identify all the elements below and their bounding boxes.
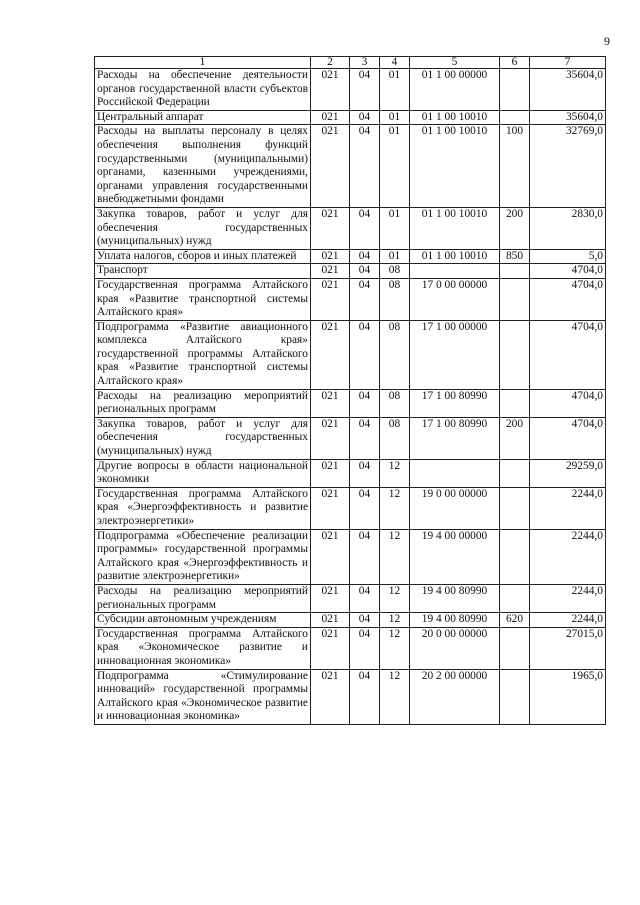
expense-name-cell: Субсидии автономным учреждениям [95,613,311,628]
admin-code-cell: 021 [311,278,350,320]
table-row [95,207,606,249]
table-row [95,125,606,208]
amount-cell: 2244,0 [530,487,606,529]
table-row [95,69,606,111]
admin-code-cell: 021 [311,584,350,612]
expense-type-cell [500,669,530,724]
amount-cell: 32769,0 [530,125,606,208]
expense-name-cell: Расходы на обеспечение деятельности органов государственной власти субъектов Российской Федерации [95,69,311,111]
header-row [95,57,606,69]
section-code-cell: 04 [350,613,380,628]
subsection-code-cell: 08 [380,278,410,320]
amount-cell: 4704,0 [530,264,606,279]
table-row [95,613,606,628]
expense-type-cell [500,584,530,612]
subsection-code-cell: 12 [380,613,410,628]
expense-name-cell: Государственная программа Алтайского края «Развитие транспортной системы Алтайского края» [95,278,311,320]
table-row [95,278,606,320]
table-row [95,627,606,669]
subsection-code-cell: 12 [380,487,410,529]
subsection-code-cell: 08 [380,320,410,389]
header-cell: 3 [350,57,380,69]
expense-name-cell: Подпрограмма «Стимулирование инноваций» государственной программы Алтайского края «Экономическое развитие и инновационная экономика» [95,669,311,724]
expense-type-cell: 850 [500,249,530,264]
expense-type-cell [500,529,530,584]
amount-cell: 4704,0 [530,278,606,320]
section-code-cell: 04 [350,110,380,125]
target-article-cell: 19 0 00 00000 [410,487,500,529]
header-cell: 1 [95,57,311,69]
table-row [95,417,606,459]
target-article-cell [410,459,500,487]
amount-cell: 4704,0 [530,320,606,389]
target-article-cell: 01 1 00 00000 [410,69,500,111]
expense-name-cell: Государственная программа Алтайского края «Экономическое развитие и инновационная экономика» [95,627,311,669]
expense-type-cell [500,264,530,279]
expense-type-cell [500,278,530,320]
amount-cell: 2244,0 [530,529,606,584]
table-row [95,389,606,417]
table-row [95,529,606,584]
table-row [95,110,606,125]
target-article-cell: 19 4 00 00000 [410,529,500,584]
expense-name-cell: Транспорт [95,264,311,279]
target-article-cell: 20 2 00 00000 [410,669,500,724]
target-article-cell: 17 1 00 00000 [410,320,500,389]
expense-type-cell [500,320,530,389]
expense-name-cell: Закупка товаров, работ и услуг для обеспечения государственных (муниципальных) нужд [95,207,311,249]
subsection-code-cell: 08 [380,264,410,279]
admin-code-cell: 021 [311,529,350,584]
section-code-cell: 04 [350,69,380,111]
subsection-code-cell: 12 [380,627,410,669]
target-article-cell: 01 1 00 10010 [410,125,500,208]
section-code-cell: 04 [350,487,380,529]
section-code-cell: 04 [350,264,380,279]
section-code-cell: 04 [350,417,380,459]
expense-type-cell: 100 [500,125,530,208]
subsection-code-cell: 01 [380,125,410,208]
subsection-code-cell: 01 [380,249,410,264]
expense-name-cell: Подпрограмма «Обеспечение реализации программы» государственной программы Алтайского края «Энергоэффективность и развитие электроэнергетики» [95,529,311,584]
subsection-code-cell: 01 [380,207,410,249]
target-article-cell: 19 4 00 80990 [410,584,500,612]
admin-code-cell: 021 [311,487,350,529]
header-cell: 6 [500,57,530,69]
subsection-code-cell: 12 [380,669,410,724]
expense-name-cell: Расходы на реализацию мероприятий региональных программ [95,389,311,417]
section-code-cell: 04 [350,529,380,584]
admin-code-cell: 021 [311,207,350,249]
subsection-code-cell: 12 [380,529,410,584]
target-article-cell: 17 1 00 80990 [410,417,500,459]
expense-type-cell [500,627,530,669]
section-code-cell: 04 [350,249,380,264]
expense-name-cell: Государственная программа Алтайского края «Энергоэффективность и развитие электроэнергетики» [95,487,311,529]
section-code-cell: 04 [350,207,380,249]
expense-name-cell: Подпрограмма «Развитие авиационного комплекса Алтайского края» государственной программы Алтайского края «Развитие транспортной системы Алтайского края» [95,320,311,389]
admin-code-cell: 021 [311,669,350,724]
section-code-cell: 04 [350,389,380,417]
section-code-cell: 04 [350,627,380,669]
target-article-cell: 17 1 00 80990 [410,389,500,417]
page-number: 9 [604,34,610,48]
section-code-cell: 04 [350,584,380,612]
expense-name-cell: Другие вопросы в области национальной экономики [95,459,311,487]
expense-type-cell [500,69,530,111]
admin-code-cell: 021 [311,417,350,459]
amount-cell: 29259,0 [530,459,606,487]
expense-name-cell: Расходы на реализацию мероприятий региональных программ [95,584,311,612]
table-row [95,669,606,724]
amount-cell: 4704,0 [530,389,606,417]
subsection-code-cell: 01 [380,110,410,125]
section-code-cell: 04 [350,320,380,389]
amount-cell: 35604,0 [530,110,606,125]
subsection-code-cell: 12 [380,459,410,487]
section-code-cell: 04 [350,125,380,208]
admin-code-cell: 021 [311,613,350,628]
header-cell: 5 [410,57,500,69]
admin-code-cell: 021 [311,249,350,264]
admin-code-cell: 021 [311,627,350,669]
admin-code-cell: 021 [311,264,350,279]
expense-type-cell [500,389,530,417]
budget-table [94,56,606,725]
admin-code-cell: 021 [311,320,350,389]
amount-cell: 2244,0 [530,584,606,612]
table-row [95,320,606,389]
expense-name-cell: Центральный аппарат [95,110,311,125]
target-article-cell: 01 1 00 10010 [410,249,500,264]
target-article-cell: 17 0 00 00000 [410,278,500,320]
subsection-code-cell: 12 [380,584,410,612]
amount-cell: 2244,0 [530,613,606,628]
table-row [95,487,606,529]
header-cell: 2 [311,57,350,69]
subsection-code-cell: 08 [380,389,410,417]
admin-code-cell: 021 [311,125,350,208]
subsection-code-cell: 01 [380,69,410,111]
admin-code-cell: 021 [311,110,350,125]
target-article-cell: 19 4 00 80990 [410,613,500,628]
amount-cell: 27015,0 [530,627,606,669]
table-row [95,584,606,612]
table-row [95,264,606,279]
target-article-cell: 01 1 00 10010 [410,110,500,125]
amount-cell: 5,0 [530,249,606,264]
expense-type-cell [500,487,530,529]
expense-name-cell: Закупка товаров, работ и услуг для обеспечения государственных (муниципальных) нужд [95,417,311,459]
budget-table-body [95,57,606,725]
target-article-cell: 01 1 00 10010 [410,207,500,249]
admin-code-cell: 021 [311,69,350,111]
expense-type-cell: 200 [500,417,530,459]
amount-cell: 4704,0 [530,417,606,459]
header-cell: 7 [530,57,606,69]
expense-name-cell: Уплата налогов, сборов и иных платежей [95,249,311,264]
table-row [95,459,606,487]
expense-type-cell: 620 [500,613,530,628]
section-code-cell: 04 [350,278,380,320]
admin-code-cell: 021 [311,459,350,487]
amount-cell: 35604,0 [530,69,606,111]
amount-cell: 2830,0 [530,207,606,249]
target-article-cell: 20 0 00 00000 [410,627,500,669]
expense-type-cell [500,110,530,125]
table-row [95,249,606,264]
amount-cell: 1965,0 [530,669,606,724]
target-article-cell [410,264,500,279]
expense-type-cell [500,459,530,487]
subsection-code-cell: 08 [380,417,410,459]
section-code-cell: 04 [350,459,380,487]
section-code-cell: 04 [350,669,380,724]
header-cell: 4 [380,57,410,69]
expense-name-cell: Расходы на выплаты персоналу в целях обеспечения выполнения функций государственными (муниципальными) органами, казенными учреждениями, органами управления государственными внебюджетными фондами [95,125,311,208]
admin-code-cell: 021 [311,389,350,417]
expense-type-cell: 200 [500,207,530,249]
